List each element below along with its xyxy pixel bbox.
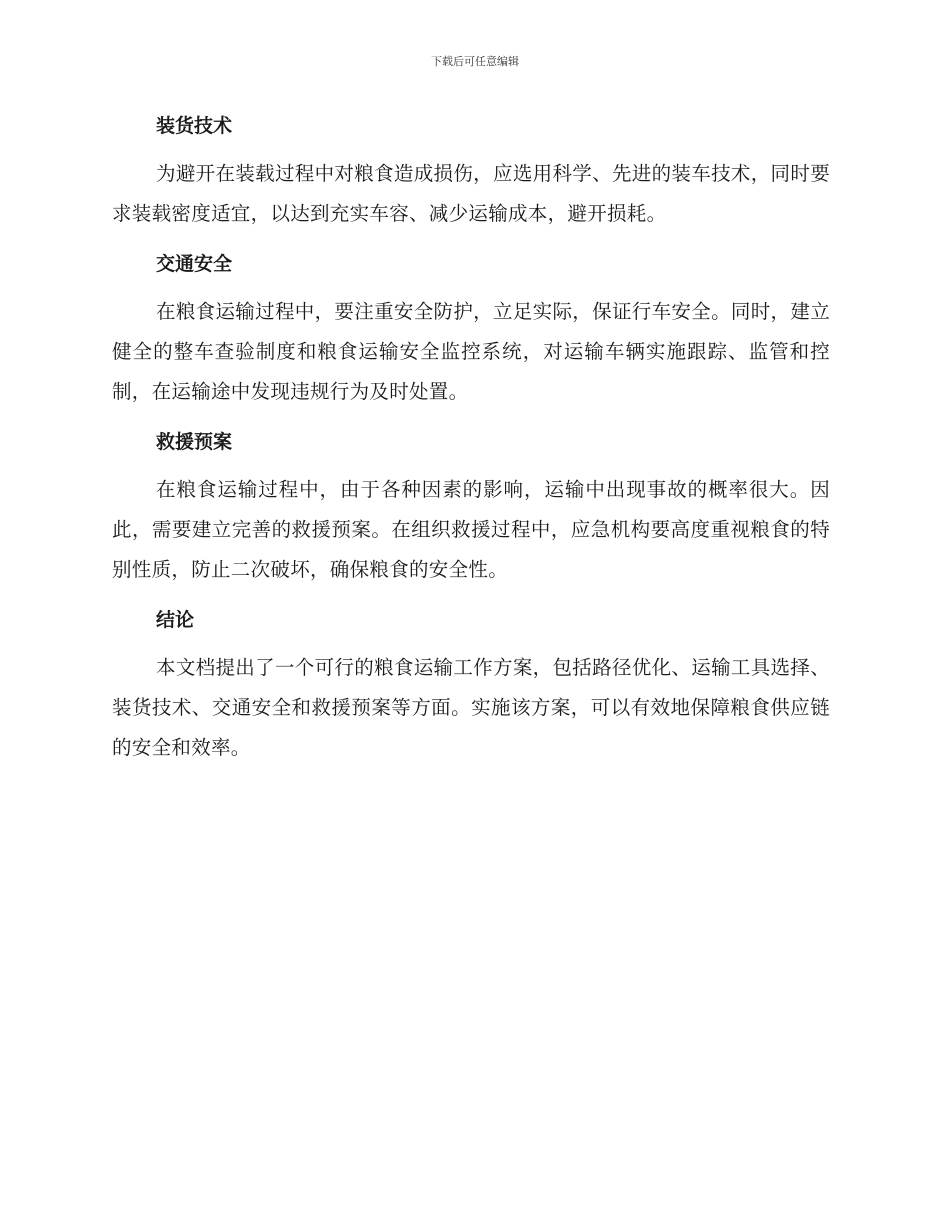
section-conclusion xyxy=(112,600,830,768)
section-rescue-plan xyxy=(112,422,830,590)
section-traffic-safety xyxy=(112,244,830,412)
section-heading: 救援预案 xyxy=(156,431,233,453)
page-header-note: 下载后可任意编辑 xyxy=(431,55,519,68)
section-heading: 装货技术 xyxy=(156,115,233,137)
section-paragraph: 在粮食运输过程中，由于各种因素的影响，运输中出现事故的概率很大。因此，需要建立完善的救援预案。在组织救援过程中，应急机构要高度重视粮食的特别性质，防止二次破坏，确保粮食的安全性。 xyxy=(112,478,830,581)
section-loading-technique xyxy=(112,106,830,234)
section-heading: 交通安全 xyxy=(156,253,233,275)
section-paragraph: 本文档提出了一个可行的粮食运输工作方案，包括路径优化、运输工具选择、装货技术、交通安全和救援预案等方面。实施该方案，可以有效地保障粮食供应链的安全和效率。 xyxy=(112,656,830,759)
section-heading: 结论 xyxy=(156,609,195,631)
section-paragraph: 为避开在装载过程中对粮食造成损伤，应选用科学、先进的装车技术，同时要求装载密度适宜，以达到充实车容、减少运输成本，避开损耗。 xyxy=(112,162,830,225)
document-body xyxy=(112,106,830,778)
section-paragraph: 在粮食运输过程中，要注重安全防护，立足实际，保证行车安全。同时，建立健全的整车查验制度和粮食运输安全监控系统，对运输车辆实施跟踪、监管和控制，在运输途中发现违规行为及时处置。 xyxy=(112,300,830,403)
